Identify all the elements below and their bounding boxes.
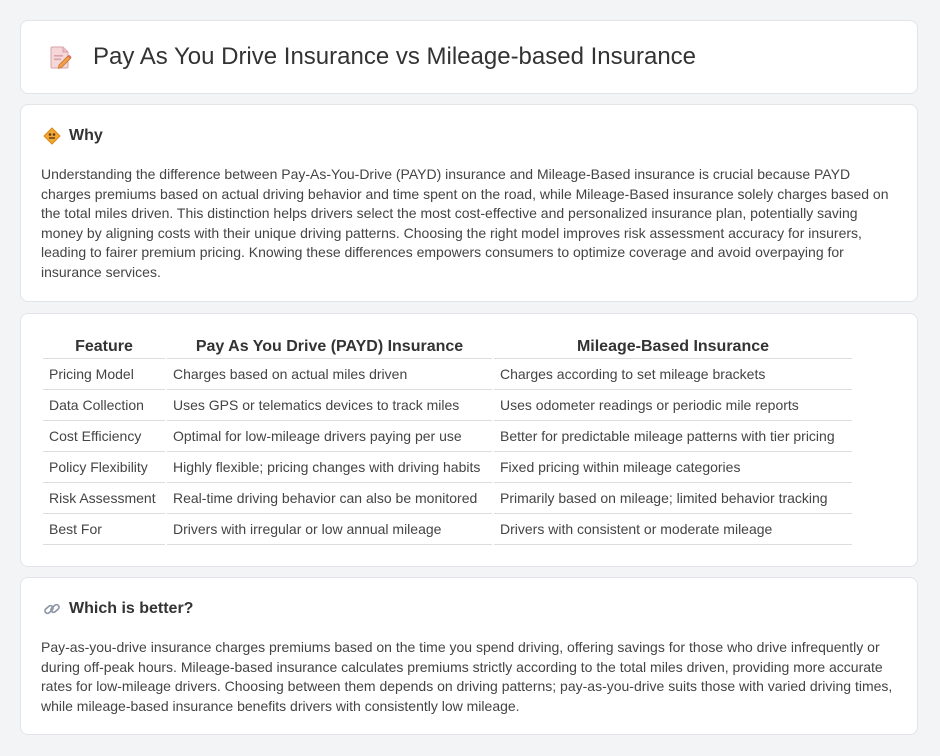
mileage-cell: Primarily based on mileage; limited behavior tracking: [494, 483, 852, 514]
feature-cell: Risk Assessment: [43, 483, 165, 514]
payd-cell: Real-time driving behavior can also be monitored: [167, 483, 492, 514]
feature-cell: Pricing Model: [43, 359, 165, 390]
title-row: [47, 43, 696, 71]
feature-cell: Policy Flexibility: [43, 452, 165, 483]
why-section: [20, 104, 918, 302]
table-row: [43, 359, 852, 390]
better-paragraph: Pay-as-you-drive insurance charges premiums based on the time you spend driving, offering savings for those who drive infrequently or during off-peak hours. Mileage-based insurance calculates premiums strictly according to the total miles driven, providing more accurate rates for low-mileage drivers. Choosing between them depends on driving patterns; pay-as-you-drive suits those with varied driving times, while mileage-based insurance benefits drivers with consistently low mileage.: [41, 639, 893, 714]
payd-cell: Drivers with irregular or low annual mileage: [167, 514, 492, 545]
table-row: [43, 514, 852, 545]
better-heading: Which is better?: [69, 600, 194, 617]
why-heading: Why: [69, 127, 103, 144]
mileage-cell: Better for predictable mileage patterns with tier pricing: [494, 421, 852, 452]
feature-cell: Best For: [43, 514, 165, 545]
table-row: [43, 452, 852, 483]
column-header-mileage: Mileage-Based Insurance: [494, 336, 852, 359]
road-sign-icon: [43, 127, 61, 145]
payd-cell: Uses GPS or telematics devices to track miles: [167, 390, 492, 421]
link-icon: [43, 600, 61, 618]
column-header-feature: Feature: [43, 336, 165, 359]
mileage-cell: Uses odometer readings or periodic mile reports: [494, 390, 852, 421]
table-row: [43, 390, 852, 421]
payd-cell: Highly flexible; pricing changes with driving habits: [167, 452, 492, 483]
mileage-cell: Charges according to set mileage brackets: [494, 359, 852, 390]
table-row: [43, 421, 852, 452]
why-paragraph: Understanding the difference between Pay-As-You-Drive (PAYD) insurance and Mileage-Based insurance is crucial because PAYD charges premiums based on actual driving behavior and time spent on the road, while Mileage-Based insurance solely charges based on the total miles driven. This distinction helps drivers select the most cost-effective and personalized insurance plan, potentially saving money by aligning costs with their unique driving patterns. Choosing the right model improves risk assessment accuracy for insurers, leading to fairer premium pricing. Knowing these differences empowers consumers to optimize coverage and avoid overpaying for insurance services.: [41, 166, 889, 280]
column-header-payd: Pay As You Drive (PAYD) Insurance: [167, 336, 492, 359]
payd-cell: Charges based on actual miles driven: [167, 359, 492, 390]
mileage-cell: Fixed pricing within mileage categories: [494, 452, 852, 483]
document-pencil-icon: [47, 44, 73, 70]
better-header: [43, 600, 193, 618]
why-header: [43, 127, 103, 145]
comparison-section: [20, 313, 918, 567]
title-card: [20, 20, 918, 94]
payd-cell: Optimal for low-mileage drivers paying per use: [167, 421, 492, 452]
table-header-row: [43, 336, 852, 359]
feature-cell: Cost Efficiency: [43, 421, 165, 452]
mileage-cell: Drivers with consistent or moderate mileage: [494, 514, 852, 545]
feature-cell: Data Collection: [43, 390, 165, 421]
table-row: [43, 483, 852, 514]
which-is-better-section: [20, 577, 918, 735]
page-title: Pay As You Drive Insurance vs Mileage-based Insurance: [93, 43, 697, 70]
comparison-table: [41, 336, 854, 545]
